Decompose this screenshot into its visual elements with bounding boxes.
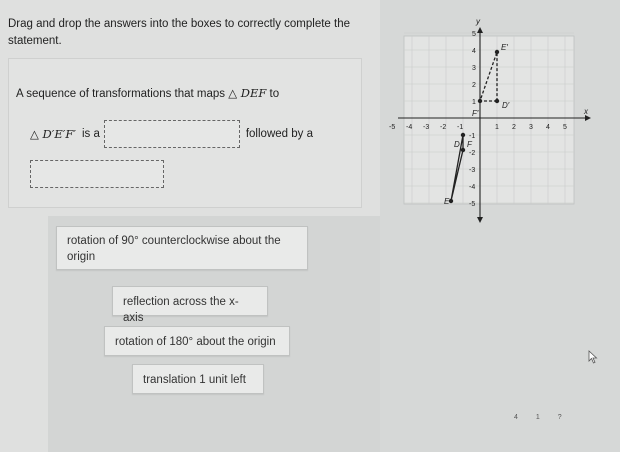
point-f-prime — [478, 99, 482, 103]
mouse-pointer-icon — [588, 350, 598, 364]
statement-line-2 — [30, 120, 313, 148]
point-d-prime — [495, 99, 499, 103]
point-e-prime — [495, 50, 499, 54]
y-tick-label: -1 — [469, 133, 476, 140]
y-tick-label: 3 — [472, 65, 476, 72]
y-axis-label: y — [476, 17, 480, 26]
label-f: F — [467, 140, 472, 149]
x-tick-label: 1 — [495, 124, 499, 131]
instruction-text: Drag and drop the answers into the boxes to correctly complete the statement. — [8, 18, 350, 47]
statement-part-2: to — [269, 88, 280, 100]
page-indicator-3: ? — [557, 414, 562, 421]
answer-tile-reflection-x-axis[interactable]: reflection across the x-axis — [112, 286, 268, 316]
label-d: D — [454, 140, 460, 149]
label-d-prime: D′ — [502, 101, 510, 110]
x-tick-label: 2 — [512, 124, 516, 131]
point-f — [461, 148, 465, 152]
answer-tile-rotation-180[interactable]: rotation of 180° about the origin — [104, 326, 290, 356]
page-indicator-2: 1 — [535, 414, 540, 421]
answer-tile-rotation-90[interactable]: rotation of 90° counterclockwise about the origin — [56, 226, 308, 270]
y-tick-label: 2 — [472, 82, 476, 89]
statement-part-4: followed by a — [245, 128, 313, 140]
triangle-def-prime: △ D′E′F′ — [30, 127, 76, 141]
label-f-prime: F′ — [472, 109, 479, 118]
drop-box-1[interactable] — [104, 120, 240, 148]
coordinate-graph — [388, 0, 620, 240]
y-tick-label: -4 — [469, 184, 476, 191]
x-tick-label: -1 — [457, 124, 464, 131]
statement-line-1 — [16, 86, 279, 100]
y-tick-label: 4 — [472, 48, 476, 55]
x-axis-label: x — [584, 107, 588, 116]
y-axis-arrow-icon — [477, 27, 483, 33]
drop-box-2[interactable] — [30, 160, 164, 188]
triangle-def: △ DEF — [228, 86, 267, 100]
point-e — [449, 199, 453, 203]
y-tick-label: -3 — [469, 167, 476, 174]
x-tick-label: 5 — [563, 124, 567, 131]
y-tick-label: -2 — [469, 150, 476, 157]
x-tick-label: -2 — [440, 124, 447, 131]
label-e-prime: E′ — [501, 43, 508, 52]
point-d — [461, 133, 465, 137]
statement-part-1: A sequence of transformations that maps — [16, 88, 226, 100]
x-tick-label: 3 — [529, 124, 533, 131]
x-tick-label: -5 — [389, 124, 396, 131]
label-e: E — [444, 197, 450, 206]
x-tick-label: 4 — [546, 124, 550, 131]
y-axis-arrow-down-icon — [477, 217, 483, 223]
y-tick-label: 1 — [472, 99, 476, 106]
page-indicators — [514, 414, 578, 421]
y-tick-label: 5 — [472, 31, 476, 38]
statement-part-3: is a — [81, 128, 100, 140]
x-tick-label: -4 — [406, 124, 413, 131]
x-tick-label: -3 — [423, 124, 430, 131]
y-tick-label: -5 — [469, 201, 476, 208]
answer-tile-translation-left[interactable]: translation 1 unit left — [132, 364, 264, 394]
page-indicator-1: 4 — [514, 414, 518, 421]
